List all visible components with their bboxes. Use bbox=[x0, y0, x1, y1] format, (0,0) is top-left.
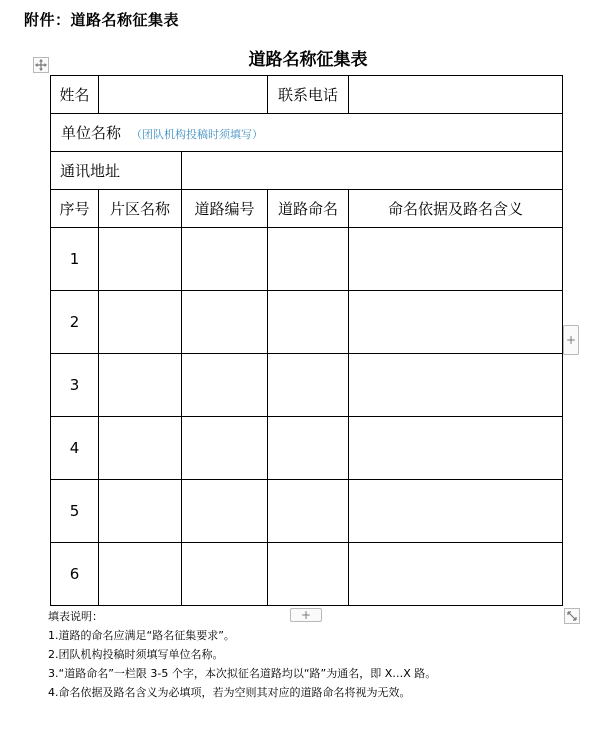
code-cell[interactable] bbox=[182, 228, 268, 291]
col-header-code: 道路编号 bbox=[182, 190, 268, 228]
basis-cell[interactable] bbox=[349, 291, 563, 354]
col-header-road-name: 道路命名 bbox=[268, 190, 349, 228]
area-cell[interactable] bbox=[99, 417, 182, 480]
table-row bbox=[51, 480, 563, 543]
row-number: 4 bbox=[51, 417, 99, 480]
unit-label: 单位名称 bbox=[61, 124, 122, 142]
area-cell[interactable] bbox=[99, 543, 182, 606]
col-header-no: 序号 bbox=[51, 190, 99, 228]
plus-icon: + bbox=[300, 608, 312, 622]
table-row bbox=[51, 354, 563, 417]
area-cell[interactable] bbox=[99, 354, 182, 417]
basis-cell[interactable] bbox=[349, 480, 563, 543]
notes-heading: 填表说明： bbox=[48, 610, 103, 623]
unit-row[interactable] bbox=[51, 114, 563, 152]
area-cell[interactable] bbox=[99, 291, 182, 354]
row-number: 1 bbox=[51, 228, 99, 291]
column-header-row bbox=[51, 190, 563, 228]
collection-form-table bbox=[50, 75, 563, 606]
info-row-unit bbox=[51, 114, 563, 152]
page-title: 道路名称征集表 bbox=[248, 50, 368, 70]
area-cell[interactable] bbox=[99, 480, 182, 543]
code-cell[interactable] bbox=[182, 480, 268, 543]
row-number: 2 bbox=[51, 291, 99, 354]
code-cell[interactable] bbox=[182, 417, 268, 480]
road-name-cell[interactable] bbox=[268, 354, 349, 417]
road-name-cell[interactable] bbox=[268, 291, 349, 354]
name-label: 姓名 bbox=[51, 76, 99, 114]
fill-instructions bbox=[48, 607, 436, 702]
move-arrows-icon bbox=[35, 59, 47, 71]
road-name-cell[interactable] bbox=[268, 417, 349, 480]
info-row-name bbox=[51, 76, 563, 114]
basis-cell[interactable] bbox=[349, 417, 563, 480]
row-number: 5 bbox=[51, 480, 99, 543]
basis-cell[interactable] bbox=[349, 543, 563, 606]
row-number: 6 bbox=[51, 543, 99, 606]
address-cell bbox=[51, 152, 182, 190]
table-row bbox=[51, 228, 563, 291]
code-cell[interactable] bbox=[182, 354, 268, 417]
table-row bbox=[51, 291, 563, 354]
row-number: 3 bbox=[51, 354, 99, 417]
col-header-basis: 命名依据及路名含义 bbox=[349, 190, 563, 228]
road-name-cell[interactable] bbox=[268, 543, 349, 606]
address-label: 通讯地址 bbox=[60, 162, 121, 180]
phone-label: 联系电话 bbox=[268, 76, 349, 114]
info-row-address bbox=[51, 152, 563, 190]
code-cell[interactable] bbox=[182, 291, 268, 354]
move-icon[interactable] bbox=[33, 57, 49, 73]
note-item: 4.命名依据及路名含义为必填项，若为空则其对应的道路命名将视为无效。 bbox=[48, 686, 411, 699]
diagonal-arrows-icon bbox=[567, 611, 577, 621]
plus-icon: + bbox=[565, 333, 577, 347]
area-cell[interactable] bbox=[99, 228, 182, 291]
resize-icon[interactable] bbox=[564, 608, 580, 624]
note-item: 2.团队机构投稿时须填写单位名称。 bbox=[48, 648, 224, 661]
col-header-area: 片区名称 bbox=[99, 190, 182, 228]
address-field[interactable] bbox=[182, 152, 563, 190]
road-name-cell[interactable] bbox=[268, 480, 349, 543]
code-cell[interactable] bbox=[182, 543, 268, 606]
phone-field[interactable] bbox=[349, 76, 563, 114]
basis-cell[interactable] bbox=[349, 228, 563, 291]
attachment-heading: 附件：道路名称征集表 bbox=[24, 11, 180, 29]
note-item: 3.“道路命名”一栏限 3-5 个字，本次拟征名道路均以“路”为通名，即 X…X 路。 bbox=[48, 667, 437, 680]
road-name-cell[interactable] bbox=[268, 228, 349, 291]
add-column-button[interactable] bbox=[563, 325, 579, 355]
name-field[interactable] bbox=[99, 76, 268, 114]
unit-hint: （团队机构投稿时须填写） bbox=[131, 128, 264, 141]
table-row bbox=[51, 543, 563, 606]
basis-cell[interactable] bbox=[349, 354, 563, 417]
table-row bbox=[51, 417, 563, 480]
note-item: 1.道路的命名应满足“路名征集要求”。 bbox=[48, 629, 235, 642]
